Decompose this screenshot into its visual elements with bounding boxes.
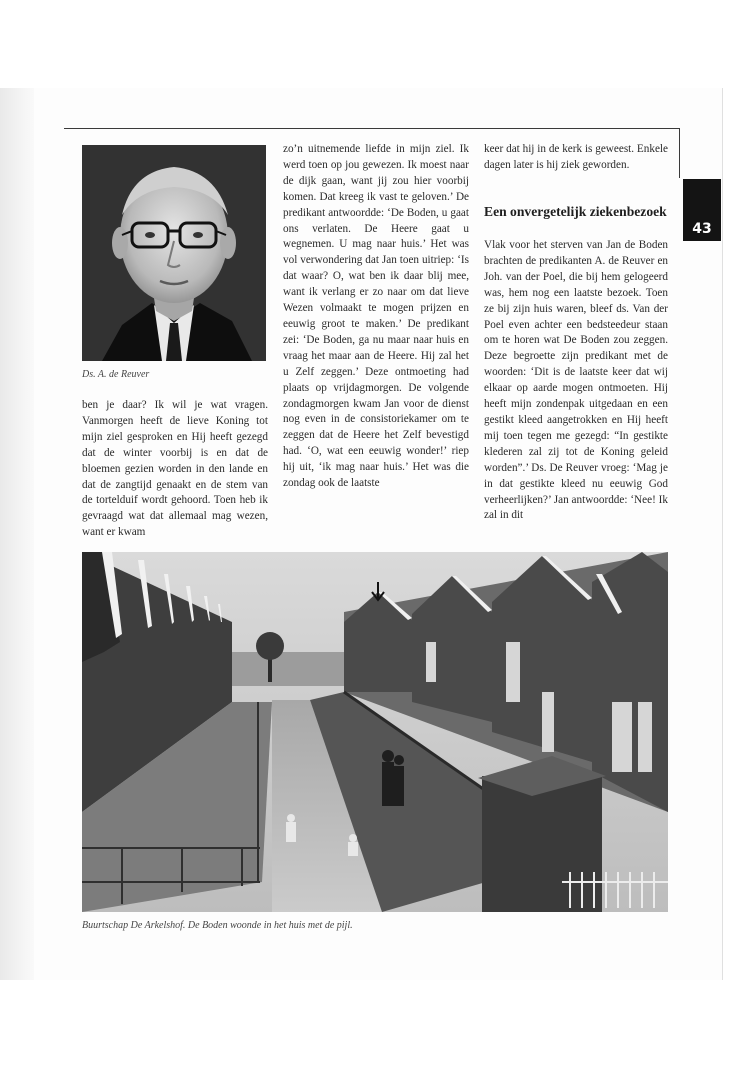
- street-photo: [82, 552, 668, 912]
- text-column-3-bottom: [484, 238, 668, 524]
- text-column-2: [283, 142, 469, 492]
- photo-caption: Buurtschap De Arkelshof. De Boden woonde in het huis met de pijl.: [82, 920, 353, 931]
- paragraph: zo’n uitnemende liefde in mijn ziel. Ik werd toen op jou gewezen. Ik moest naar de dijk gaan, want jij zou hier voorbij komen. Dat kreeg ik vast te geloven.’ De predikant antwoordde: ‘De Boden, u gaat ons verlaten. De Heere gaat u wegnemen. U mag naar huis.’ Het was vol verwondering dat Jan toen uitriep: ‘Is dat waar? O, wat ben ik daar blij mee, want ik verlang er zo naar om dat lieve Wezen volmaakt te mogen prijzen en eeuwig groot te maken.’ De predikant zei: ‘De Boden, ga nu maar naar huis en vraag het maar aan de Heere. Hij zal het u Zelf zeggen.’ Deze ontmoeting had plaats op vrijdagmorgen. De volgende zondagmorgen kwam Jan voor de dienst nog even in de consistoriekamer om te zeggen dat de Heere het Zelf bevestigd had. ‘O, wat een eeuwig wonder!’ riep hij uit, ‘ik mag naar huis.’ Het was die zondag ook de laatste: [283, 143, 469, 490]
- page-number-tab: [683, 179, 721, 241]
- portrait-photo: [82, 145, 266, 361]
- paragraph: Vlak voor het sterven van Jan de Boden brachten de predikanten A. de Reuver en Joh. van der Poel, die bij hem gelogeerd was, hem nog een laatste bezoek. Toen ze bij zijn huis waren, bleef ds. Van der Poel even achter een bedsteedeur staan om te horen wat De Boden zou zeggen. Deze begroette zijn predikant met de woorden: ‘Dit is de laatste keer dat wij elkaar op aarde mogen ontmoeten. Hij heeft mijn zondenpak uitgedaan en een gestikt kleed aangetrokken en Hij heeft mij toen tegen me gezegd: “In gestikte klederen zal zij tot de Koning geleid worden”.’ Ds. De Reuver vroeg: ‘Mag je in dat gestikte kleed nu eeuwig God verheerlijken?’ Jan antwoordde: ‘Nee! Ik zal in dit: [484, 239, 668, 522]
- portrait-caption: Ds. A. de Reuver: [82, 369, 150, 380]
- header-rule-drop: [679, 128, 680, 178]
- header-rule: [64, 128, 680, 129]
- section-heading: Een onvergetelijk ziekenbezoek: [484, 204, 667, 219]
- text-column-3-top: [484, 142, 668, 174]
- paragraph: keer dat hij in de kerk is geweest. Enkele dagen later is hij ziek geworden.: [484, 143, 668, 171]
- paragraph: ben je daar? Ik wil je wat vragen. Vanmorgen heeft de lieve Koning tot mijn ziel gesproken en Hij heeft gezegd dat de winter voorbij is en dat de bloemen gezien worden in den lande en dat de zangtijd genaakt en de stem van de tortelduif wordt gehoord. Toen heb ik gevraagd wat dat allemaal mag wezen, want er kwam: [82, 399, 268, 539]
- scan-shadow: [0, 88, 36, 980]
- page-number: 43: [692, 221, 712, 237]
- text-column-1: [82, 398, 268, 541]
